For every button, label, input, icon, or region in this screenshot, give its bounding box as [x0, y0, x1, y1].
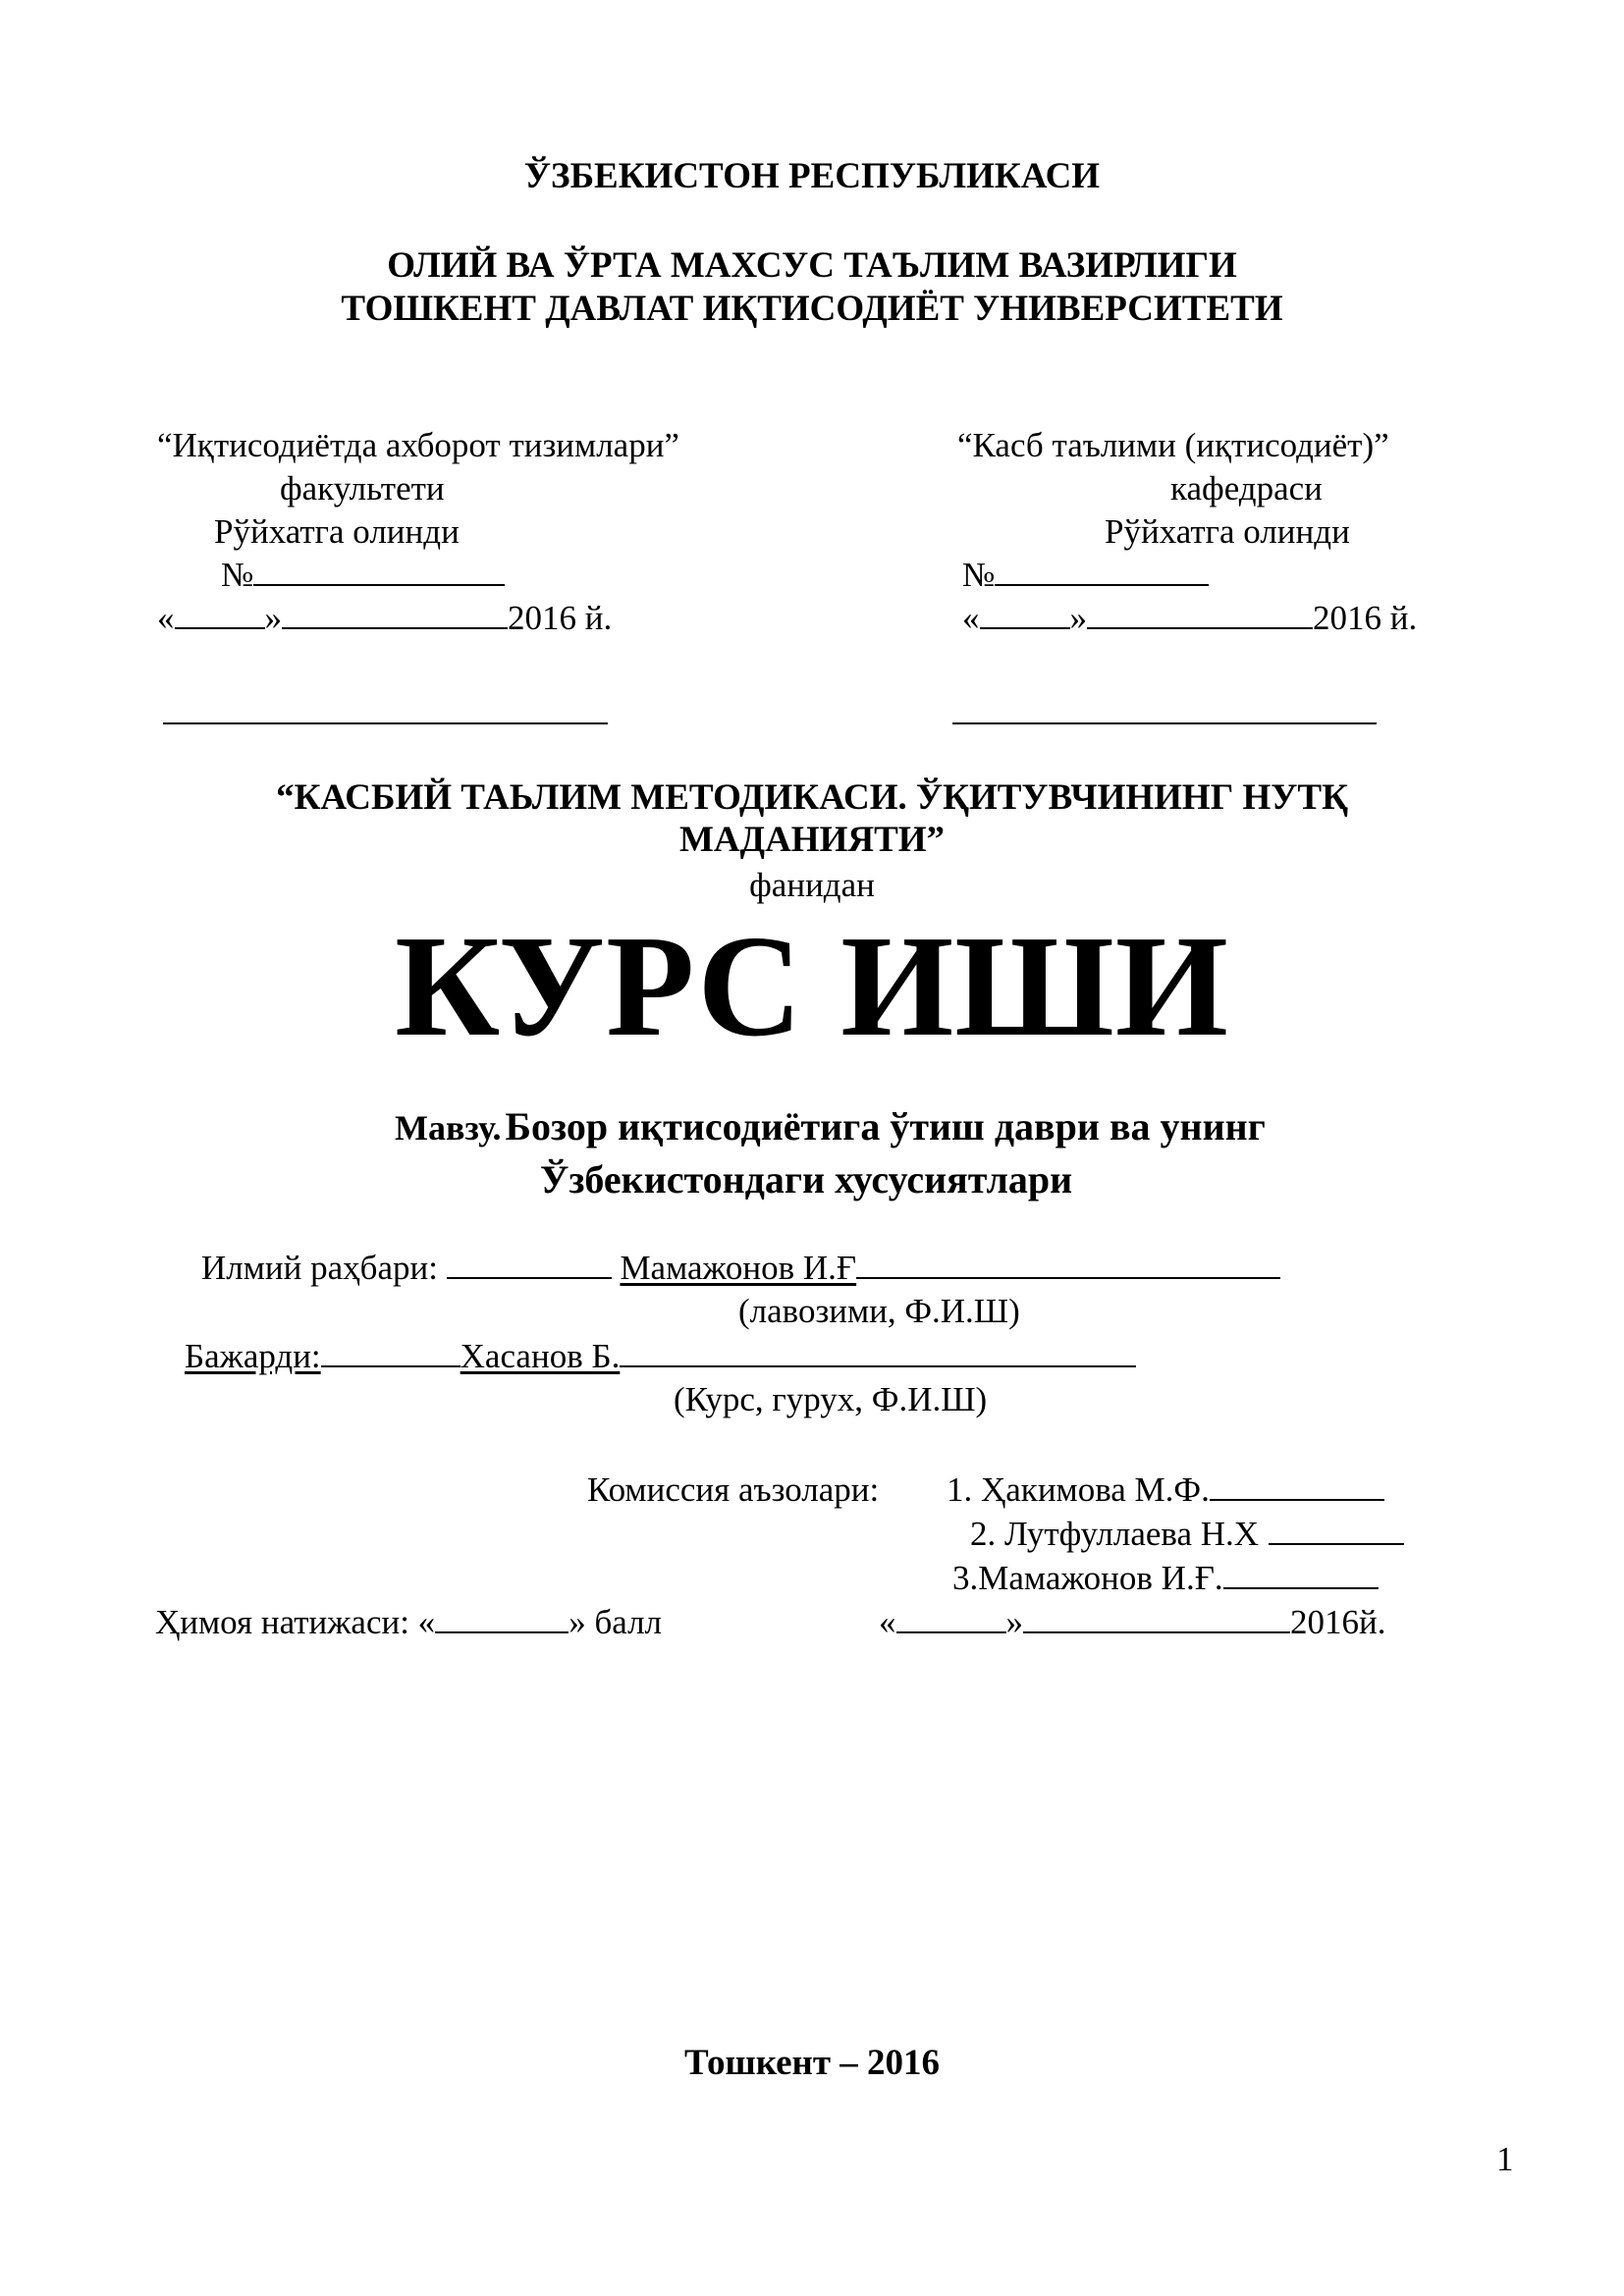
department-number — [962, 554, 1209, 597]
performer-blank — [321, 1336, 460, 1367]
number-label: № — [962, 556, 996, 594]
performer-label: Бажарди: — [185, 1337, 321, 1375]
department-registered: Рўйхатга олинди — [1105, 512, 1350, 551]
subject-title-line2: МАДАНИЯТИ” — [678, 820, 946, 860]
number-label: № — [221, 556, 254, 594]
topic — [395, 1103, 1266, 1150]
month-blank — [1087, 598, 1313, 629]
member-name: 2. Лутфуллаева Н.Х — [970, 1515, 1260, 1553]
member-name: 3.Мамажонов И.Ғ. — [952, 1559, 1223, 1597]
member-blank — [1210, 1469, 1384, 1501]
faculty-signature-line — [163, 722, 608, 724]
member-name: 1. Ҳакимова М.Ф. — [947, 1470, 1210, 1509]
commission-member-2 — [970, 1513, 1404, 1556]
date-year: 2016 й. — [1313, 599, 1418, 637]
topic-label: Мавзу. — [395, 1108, 502, 1148]
document-type-title: КУРС ИШИ — [395, 906, 1229, 1067]
page-number: 1 — [1496, 2140, 1514, 2178]
performer-row — [185, 1335, 1136, 1378]
header-republic: ЎЗБЕКИСТОН РЕСПУБЛИКАСИ — [523, 156, 1101, 196]
day-blank — [980, 598, 1070, 629]
department-date — [962, 597, 1417, 640]
supervisor-name: Мамажонов И.Ғ — [620, 1249, 857, 1287]
number-blank — [253, 555, 505, 586]
faculty-number — [221, 554, 505, 597]
date-close: » — [1005, 1603, 1023, 1641]
supervisor-trailing-blank — [856, 1248, 1280, 1279]
date-open: « — [157, 599, 175, 637]
faculty-label: факультети — [280, 469, 445, 507]
commission-member-3 — [952, 1557, 1379, 1600]
date-close: » — [264, 599, 282, 637]
header-university: ТОШКЕНТ ДАВЛАТ ИҚТИСОДИЁТ УНИВЕРСИТЕТИ — [341, 289, 1283, 329]
number-blank — [995, 555, 1209, 586]
member-blank — [1223, 1558, 1379, 1589]
subject-title-line1: “КАСБИЙ ТАЬЛИМ МЕТОДИКАСИ. ЎҚИТУВЧИНИНГ НУТҚ — [276, 777, 1348, 818]
subject-suffix: фанидан — [749, 866, 875, 904]
day-blank — [896, 1602, 1006, 1633]
header-ministry: ОЛИЙ ВА ЎРТА МАХСУС ТАЪЛИМ ВАЗИРЛИГИ — [387, 245, 1237, 286]
day-blank — [175, 598, 265, 629]
faculty-name: “Иқтисодиётда ахборот тизимлари” — [157, 426, 679, 464]
date-open: « — [962, 599, 980, 637]
topic-line2: Ўзбекистондаги хусусиятлари — [540, 1157, 1073, 1201]
member-blank — [1269, 1514, 1404, 1545]
supervisor-label: Илмий раҳбари: — [201, 1249, 438, 1287]
defense-date — [879, 1601, 1385, 1644]
date-year: 2016 й. — [508, 599, 613, 637]
performer-name: Хасанов Б. — [460, 1337, 621, 1375]
performer-trailing-blank — [620, 1336, 1136, 1367]
faculty-date — [157, 597, 612, 640]
department-name: “Касб таълими (иқтисодиёт)” — [957, 426, 1389, 464]
date-close: » — [1069, 599, 1087, 637]
date-year: 2016й. — [1290, 1603, 1386, 1641]
department-label: кафедраси — [1170, 469, 1323, 507]
defense-label: Ҳимоя натижаси: « — [155, 1603, 436, 1641]
supervisor-caption: (лавозими, Ф.И.Ш) — [738, 1292, 1020, 1330]
commission-member-1 — [947, 1468, 1384, 1512]
month-blank — [1023, 1602, 1290, 1633]
performer-caption: (Курс, гурух, Ф.И.Ш) — [674, 1380, 988, 1418]
footer-city-year: Тошкент – 2016 — [683, 2043, 941, 2083]
points-blank — [435, 1602, 568, 1633]
topic-line1: Бозор иқтисодиётига ўтиш даври ва унинг — [505, 1104, 1266, 1148]
supervisor-row — [201, 1247, 1280, 1290]
date-open: « — [879, 1603, 896, 1641]
points-close: » балл — [568, 1603, 663, 1641]
department-signature-line — [952, 722, 1377, 724]
month-blank — [282, 598, 508, 629]
supervisor-blank — [447, 1248, 612, 1279]
faculty-registered: Рўйхатга олинди — [214, 512, 460, 551]
defense-row — [155, 1601, 662, 1644]
commission-label: Комиссия аъзолари: — [587, 1470, 880, 1509]
